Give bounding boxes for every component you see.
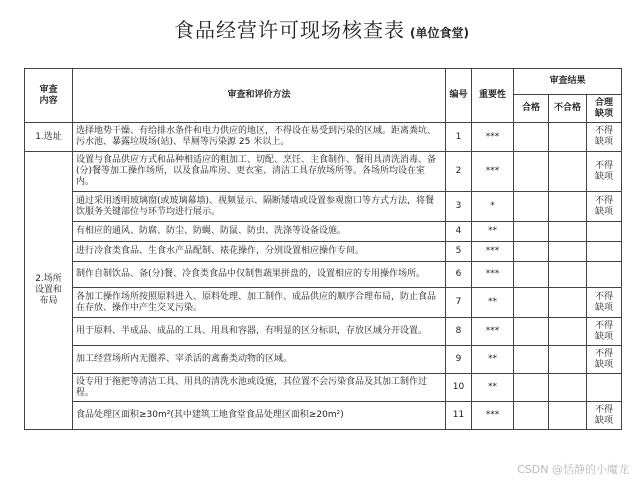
result-pass-cell (514, 402, 549, 430)
review-method: 用于原料、半成品、成品的工具、用具和容器，有明显的区分标识，存放区域分开设置。 (73, 318, 446, 346)
header-method: 审查和评价方法 (73, 69, 446, 123)
importance-stars: ** (472, 374, 514, 402)
result-pass-cell (514, 192, 549, 222)
item-number: 4 (446, 222, 472, 242)
item-number: 6 (446, 262, 472, 288)
importance-stars: ** (472, 346, 514, 374)
importance-stars: * (472, 192, 514, 222)
result-fail-cell (549, 402, 587, 430)
importance-stars: ** (472, 222, 514, 242)
result-pass-cell (514, 346, 549, 374)
table-row (25, 262, 622, 288)
header-no: 编号 (446, 69, 472, 123)
review-method: 加工经营场所内无圈养、宰杀活的禽畜类动物的区域。 (73, 346, 446, 374)
title-sub: (单位食堂) (410, 26, 470, 40)
header-category: 审查 内容 (25, 69, 73, 123)
result-pass-cell (514, 318, 549, 346)
importance-stars: ** (472, 288, 514, 318)
result-fail-cell (549, 262, 587, 288)
result-pass-cell (514, 288, 549, 318)
result-pass-cell (514, 374, 549, 402)
importance-stars: *** (472, 318, 514, 346)
table-row (25, 374, 622, 402)
result-pass-cell (514, 262, 549, 288)
result-pass-cell (514, 123, 549, 152)
table-row (25, 152, 622, 192)
importance-stars: *** (472, 123, 514, 152)
result-pass-cell (514, 222, 549, 242)
table-row (25, 222, 622, 242)
result-fail-cell (549, 242, 587, 262)
title-main: 食品经营许可现场核查表 (173, 18, 405, 42)
result-na-cell (587, 222, 622, 242)
result-na-cell: 不得 缺项 (587, 346, 622, 374)
item-number: 1 (446, 123, 472, 152)
importance-stars: *** (472, 242, 514, 262)
item-number: 8 (446, 318, 472, 346)
item-number: 2 (446, 152, 472, 192)
result-na-cell (587, 374, 622, 402)
result-na-cell (587, 242, 622, 262)
result-pass-cell (514, 152, 549, 192)
review-method: 设置与食品供应方式和品种相适应的粗加工、切配、烹饪、主食制作、餐用具清洗消毒、备(分)餐等加工操作场所，以及食品库房、更衣室、清洁工具存放场所等。各场所均设在室内。 (73, 152, 446, 192)
importance-stars: *** (472, 152, 514, 192)
result-pass-cell (514, 242, 549, 262)
header-na: 合理 缺项 (587, 95, 622, 123)
result-na-cell: 不得 缺项 (587, 152, 622, 192)
result-fail-cell (549, 288, 587, 318)
result-fail-cell (549, 318, 587, 346)
review-method: 制作自制饮品、备(分)餐、冷食类食品中仅制售蔬果拼盘的，设置相应的专用操作场所。 (73, 262, 446, 288)
review-method: 进行冷食类食品、生食水产品配制、裱花操作，分别设置相应操作专间。 (73, 242, 446, 262)
result-fail-cell (549, 152, 587, 192)
item-number: 5 (446, 242, 472, 262)
result-fail-cell (549, 123, 587, 152)
watermark: CSDN @恬静的小魔龙 (517, 463, 629, 476)
result-na-cell: 不得 缺项 (587, 318, 622, 346)
table-row (25, 402, 622, 430)
page-title (0, 14, 643, 43)
result-fail-cell (549, 346, 587, 374)
result-fail-cell (549, 374, 587, 402)
review-method: 设专用于拖把等清洁工具、用具的清洗水池或设施，其位置不会污染食品及其加工制作过程。 (73, 374, 446, 402)
table-row (25, 192, 622, 222)
item-number: 3 (446, 192, 472, 222)
table-row (25, 242, 622, 262)
importance-stars: *** (472, 402, 514, 430)
review-method: 食品处理区面积≥30m²(其中建筑工地食堂食品处理区面积≥20m²) (73, 402, 446, 430)
group-label: 2.场所 设置和 布局 (25, 152, 73, 430)
item-number: 7 (446, 288, 472, 318)
importance-stars: *** (472, 262, 514, 288)
result-na-cell: 不得 缺项 (587, 402, 622, 430)
result-na-cell: 不得 缺项 (587, 192, 622, 222)
result-na-cell (587, 262, 622, 288)
review-method: 有相应的通风、防腐、防尘、防蝇、防鼠、防虫、洗涤等设备设施。 (73, 222, 446, 242)
result-fail-cell (549, 192, 587, 222)
inspection-table (24, 68, 622, 430)
table-row (25, 318, 622, 346)
result-na-cell: 不得 缺项 (587, 123, 622, 152)
item-number: 10 (446, 374, 472, 402)
table-row (25, 123, 622, 152)
item-number: 11 (446, 402, 472, 430)
result-fail-cell (549, 222, 587, 242)
table-row (25, 346, 622, 374)
review-method: 各加工操作场所按照原料进入、原料处理、加工制作、成品供应的顺序合理布局，防止食品在存放、操作中产生交叉污染。 (73, 288, 446, 318)
review-method: 通过采用透明玻璃窗(或玻璃幕墙)、视频显示、隔断矮墙或设置参观窗口等方式方法，将餐饮服务关键部位与环节均进行展示。 (73, 192, 446, 222)
table-row (25, 288, 622, 318)
result-na-cell: 不得 缺项 (587, 288, 622, 318)
group-label: 1.选址 (25, 123, 73, 152)
header-importance: 重要性 (472, 69, 514, 123)
header-fail: 不合格 (549, 95, 587, 123)
header-result: 审查结果 (514, 69, 622, 95)
review-method: 选择地势干燥、有给排水条件和电力供应的地区，不得设在易受到污染的区域。距离粪坑、污水池、暴露垃圾场(站)、旱厕等污染源 25 米以上。 (73, 123, 446, 152)
header-pass: 合格 (514, 95, 549, 123)
item-number: 9 (446, 346, 472, 374)
